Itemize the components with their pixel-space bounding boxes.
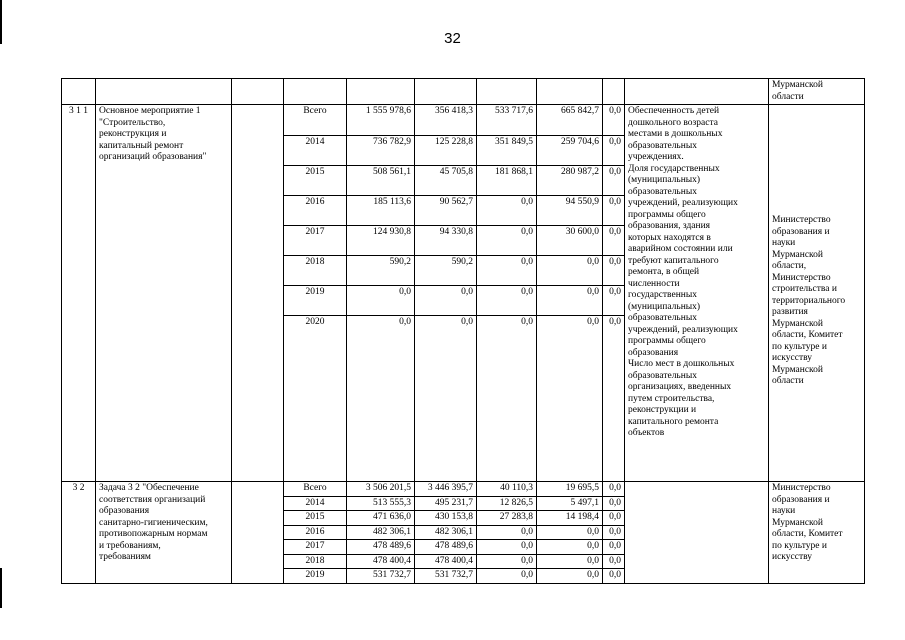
amount-total: 590,2 [347,256,415,286]
text-line: территориального [772,295,846,306]
amount-cell: 12 826,5 [477,496,537,511]
amount-total: 3 506 201,5 [347,482,415,497]
text-line: Обеспеченность детей [628,106,720,116]
empty-cell [625,79,769,105]
text-line: Мурманской [772,517,823,528]
text-line: области [772,91,804,102]
amount-cell: 259 704,6 [537,136,603,166]
amount-cell: 94 330,8 [415,226,477,256]
year-cell: 2015 [284,511,347,526]
amount-cell: 0,0 [477,525,537,540]
amount-cell: 0,0 [537,569,603,584]
text-line: Министерство [772,272,831,283]
amount-cell: 0,0 [537,540,603,555]
text-line: образования [628,347,679,358]
year-cell: 2017 [284,226,347,256]
amount-cell: 430 153,8 [415,511,477,526]
year-cell: Всего [284,482,347,497]
text-line: образовательных [628,370,697,381]
text-line: образования и [772,494,830,505]
scan-edge-mark [0,0,2,44]
year-cell: 2019 [284,569,347,584]
text-line: Основное мероприятие 1 [99,106,201,116]
empty-cell [284,79,347,105]
header-row [62,79,865,105]
text-line: искусству [772,552,813,562]
amount-total: 185 113,6 [347,196,415,226]
amount-total: 471 636,0 [347,511,415,526]
text-line: объектов [628,428,665,438]
amount-cell: 495 231,7 [415,496,477,511]
text-line: развития [772,307,808,317]
amount-cell: 0,0 [537,256,603,286]
amount-cell: 0,0 [603,496,625,511]
text-line: Число мест в дошкольных [628,359,735,369]
text-line: строительства и [772,284,837,294]
amount-cell: 0,0 [603,569,625,584]
empty-cell [232,79,284,105]
amount-cell: 0,0 [477,196,537,226]
amount-cell: 0,0 [477,569,537,584]
empty-cell [232,105,284,482]
amount-cell: 5 497,1 [537,496,603,511]
amount-cell: 14 198,4 [537,511,603,526]
table-row [62,105,865,136]
text-line: организаций образования" [99,152,207,162]
text-line: искусству [772,353,813,363]
amount-cell: 0,0 [603,136,625,166]
year-cell: 2015 [284,166,347,196]
amount-cell: 0,0 [603,105,625,136]
text-line: учреждениях. [628,152,684,162]
amount-cell: 0,0 [477,316,537,482]
amount-total: 531 732,7 [347,569,415,584]
text-line: по культуре и [772,341,827,352]
amount-cell: 356 418,3 [415,105,477,136]
amount-cell: 181 868,1 [477,166,537,196]
empty-cell [537,79,603,105]
text-line: науки [772,238,796,248]
amount-cell: 0,0 [477,226,537,256]
text-line: требуют капитального [628,255,719,266]
row-code: 3 1 1 [62,105,96,482]
text-line: Мурманской [772,80,823,90]
text-line: соответствия организаций [99,494,206,505]
year-cell: 2017 [284,540,347,555]
text-line: образования [99,506,150,516]
amount-cell: 0,0 [415,286,477,316]
executor-cell [769,79,865,105]
amount-total: 1 555 978,6 [347,105,415,136]
text-line: (муниципальных) [628,301,701,312]
amount-cell: 533 717,6 [477,105,537,136]
program-table [61,78,865,584]
text-line: области, [772,261,807,271]
text-line: путем строительства, [628,393,715,404]
amount-total: 478 489,6 [347,540,415,555]
amount-cell: 280 987,2 [537,166,603,196]
text-line: образовательных [628,313,697,323]
text-line: местами в дошкольных [628,129,723,139]
empty-cell [477,79,537,105]
empty-cell [603,79,625,105]
year-cell: 2019 [284,286,347,316]
activity-name [96,105,232,482]
text-line: Министерство [772,483,831,493]
scan-edge-mark [0,568,2,608]
text-line: аварийном состоянии или [628,244,733,254]
text-line: Мурманской [772,249,823,260]
task-name [96,482,232,584]
amount-cell: 0,0 [477,540,537,555]
amount-total: 736 782,9 [347,136,415,166]
year-cell: 2018 [284,256,347,286]
text-line: Мурманской [772,318,823,329]
amount-cell: 0,0 [603,316,625,482]
amount-cell: 531 732,7 [415,569,477,584]
amount-cell: 0,0 [603,540,625,555]
year-cell: 2014 [284,496,347,511]
text-line: реконструкция и [99,129,167,139]
empty-cell [232,482,284,584]
text-line: по культуре и [772,540,827,551]
text-line: Задача 3 2 "Обеспечение [99,483,199,493]
text-line: "Строительство, [99,117,166,128]
text-line: капитального ремонта [628,416,719,427]
amount-cell: 0,0 [537,286,603,316]
amount-cell: 0,0 [603,525,625,540]
empty-cell [96,79,232,105]
amount-cell: 0,0 [537,554,603,569]
year-cell: 2014 [284,136,347,166]
amount-total: 508 561,1 [347,166,415,196]
amount-cell: 0,0 [415,316,477,482]
text-line: которых находятся в [628,232,711,243]
empty-cell [347,79,415,105]
amount-cell: 0,0 [603,554,625,569]
text-line: Доля государственных [628,163,720,174]
amount-cell: 90 562,7 [415,196,477,226]
amount-total: 513 555,3 [347,496,415,511]
text-line: области, Комитет [772,330,843,340]
amount-cell: 0,0 [603,226,625,256]
text-line: (муниципальных) [628,175,701,185]
amount-cell: 0,0 [603,256,625,286]
amount-cell: 27 283,8 [477,511,537,526]
text-line: требованиям [99,552,151,562]
text-line: численности [628,278,680,289]
amount-total: 0,0 [347,316,415,482]
row-code: 3 2 [62,482,96,584]
text-line: образования и [772,226,830,237]
amount-cell: 482 306,1 [415,525,477,540]
text-line: учреждений, реализующих [628,198,738,208]
year-cell: 2016 [284,196,347,226]
text-line: образовательных [628,140,697,151]
amount-cell: 590,2 [415,256,477,286]
text-line: образования, здания [628,221,711,231]
amount-cell: 19 695,5 [537,482,603,497]
amount-cell: 3 446 395,7 [415,482,477,497]
year-cell: Всего [284,105,347,136]
amount-cell: 0,0 [603,482,625,497]
amount-total: 482 306,1 [347,525,415,540]
amount-cell: 351 849,5 [477,136,537,166]
text-line: и требованиям, [99,540,161,551]
amount-total: 124 930,8 [347,226,415,256]
empty-cell [415,79,477,105]
text-line: образовательных [628,186,697,197]
text-line: Мурманской [772,364,823,375]
amount-cell: 30 600,0 [537,226,603,256]
table-row [62,482,865,497]
amount-cell: 665 842,7 [537,105,603,136]
amount-cell: 0,0 [603,286,625,316]
empty-cell [625,482,769,584]
amount-cell: 94 550,9 [537,196,603,226]
year-cell: 2016 [284,525,347,540]
amount-cell: 40 110,3 [477,482,537,497]
indicators-cell [625,105,769,482]
amount-cell: 0,0 [477,554,537,569]
amount-cell: 125 228,8 [415,136,477,166]
amount-cell: 0,0 [603,166,625,196]
text-line: области [772,376,804,386]
text-line: организациях, введенных [628,382,732,392]
amount-cell: 0,0 [537,525,603,540]
amount-cell: 0,0 [537,316,603,482]
text-line: программы общего [628,336,706,346]
text-line: противопожарным нормам [99,529,208,539]
text-line: реконструкции и [628,405,697,415]
amount-cell: 45 705,8 [415,166,477,196]
amount-total: 478 400,4 [347,554,415,569]
amount-total: 0,0 [347,286,415,316]
executor-cell [769,482,865,584]
amount-cell: 0,0 [477,286,537,316]
text-line: капитальный ремонт [99,140,184,151]
text-line: области, Комитет [772,529,843,539]
amount-cell: 0,0 [477,256,537,286]
executor-cell [769,105,865,482]
text-line: Министерство [772,215,831,225]
text-line: санитарно-гигиеническим, [99,517,208,528]
amount-cell: 0,0 [603,196,625,226]
page-number: 32 [444,30,461,47]
text-line: ремонта, в общей [628,267,700,277]
amount-cell: 0,0 [603,511,625,526]
text-line: учреждений, реализующих [628,324,738,335]
amount-cell: 478 400,4 [415,554,477,569]
empty-cell [62,79,96,105]
year-cell: 2018 [284,554,347,569]
text-line: дошкольного возраста [628,117,718,128]
text-line: программы общего [628,209,706,220]
text-line: науки [772,506,796,516]
year-cell: 2020 [284,316,347,482]
amount-cell: 478 489,6 [415,540,477,555]
text-line: государственных [628,290,698,300]
